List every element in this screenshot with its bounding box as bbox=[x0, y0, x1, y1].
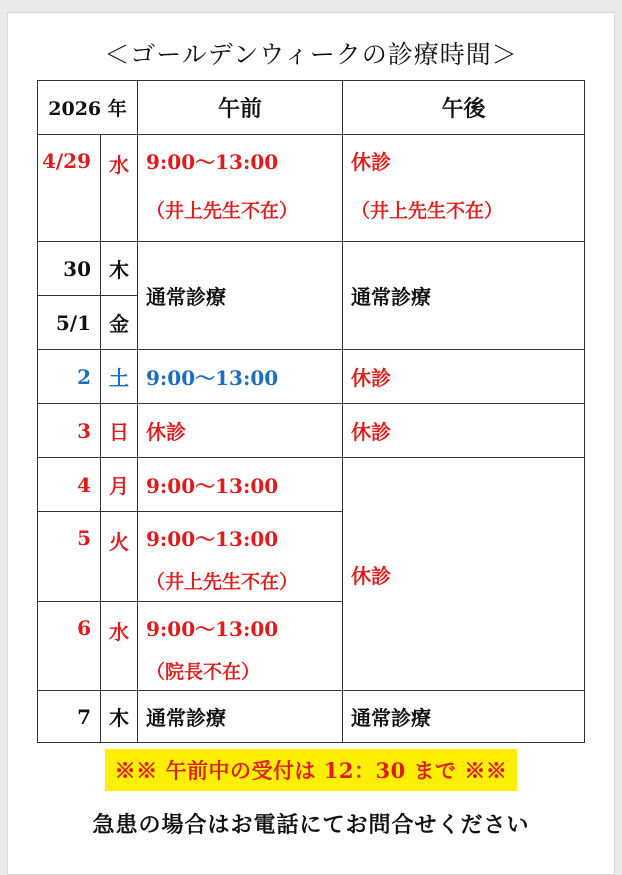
day-cell: 日 bbox=[101, 404, 138, 458]
header-year: 2026 年 bbox=[38, 81, 138, 135]
am-note: （井上先生不在） bbox=[146, 200, 299, 222]
table-row bbox=[38, 135, 585, 242]
emergency-contact-note: 急患の場合はお電話にてお問合せください bbox=[92, 812, 530, 838]
am-hours: 9:00～13:00 bbox=[146, 150, 279, 174]
am-cell bbox=[138, 512, 343, 602]
day-cell: 土 bbox=[101, 350, 138, 404]
am-cell bbox=[138, 242, 343, 350]
table-row bbox=[38, 458, 585, 512]
day-cell: 月 bbox=[101, 458, 138, 512]
date-cell: 2 bbox=[38, 350, 101, 404]
day-cell: 金 bbox=[101, 296, 138, 350]
date-cell: 6 bbox=[38, 602, 101, 691]
date-cell: 4 bbox=[38, 458, 101, 512]
am-hours: 9:00～13:00 bbox=[146, 617, 279, 641]
am-cell: 9:00～13:00 bbox=[138, 458, 343, 512]
pm-status: 休診 bbox=[351, 150, 391, 174]
date-cell: 3 bbox=[38, 404, 101, 458]
day-cell: 木 bbox=[101, 242, 138, 296]
table-header-row bbox=[38, 81, 585, 135]
table-row bbox=[38, 242, 585, 296]
schedule-table bbox=[37, 80, 585, 743]
am-cell bbox=[138, 135, 343, 242]
date-cell: 4/29 bbox=[38, 135, 101, 242]
reception-notice: ※※ 午前中の受付は 12：30 まで ※※ bbox=[105, 749, 518, 791]
am-hours: 9:00～13:00 bbox=[146, 527, 279, 551]
table-row bbox=[38, 350, 585, 404]
pm-status: 通常診療 bbox=[351, 285, 431, 309]
notice-banner bbox=[0, 749, 622, 791]
pm-cell bbox=[343, 242, 585, 350]
am-note: （院長不在） bbox=[146, 661, 261, 683]
day-cell: 水 bbox=[101, 602, 138, 691]
pm-cell: 休診 bbox=[343, 404, 585, 458]
pm-cell-merged bbox=[343, 458, 585, 691]
pm-cell: 休診 bbox=[343, 350, 585, 404]
page-title: ＜ゴールデンウィークの診療時間＞ bbox=[104, 40, 518, 69]
day-cell: 木 bbox=[101, 691, 138, 743]
am-cell: 通常診療 bbox=[138, 691, 343, 743]
day-cell: 火 bbox=[101, 512, 138, 602]
am-cell: 休診 bbox=[138, 404, 343, 458]
header-am: 午前 bbox=[138, 81, 343, 135]
day-cell: 水 bbox=[101, 135, 138, 242]
pm-note: （井上先生不在） bbox=[351, 200, 504, 222]
header-pm: 午後 bbox=[343, 81, 585, 135]
date-cell: 7 bbox=[38, 691, 101, 743]
pm-cell: 通常診療 bbox=[343, 691, 585, 743]
pm-status: 休診 bbox=[351, 563, 391, 588]
date-cell: 30 bbox=[38, 242, 101, 296]
table-row bbox=[38, 691, 585, 743]
am-cell: 9:00～13:00 bbox=[138, 350, 343, 404]
table-row bbox=[38, 404, 585, 458]
am-status: 通常診療 bbox=[146, 285, 226, 309]
pm-cell bbox=[343, 135, 585, 242]
date-cell: 5/1 bbox=[38, 296, 101, 350]
date-cell: 5 bbox=[38, 512, 101, 602]
am-note: （井上先生不在） bbox=[146, 571, 299, 593]
am-cell bbox=[138, 602, 343, 691]
